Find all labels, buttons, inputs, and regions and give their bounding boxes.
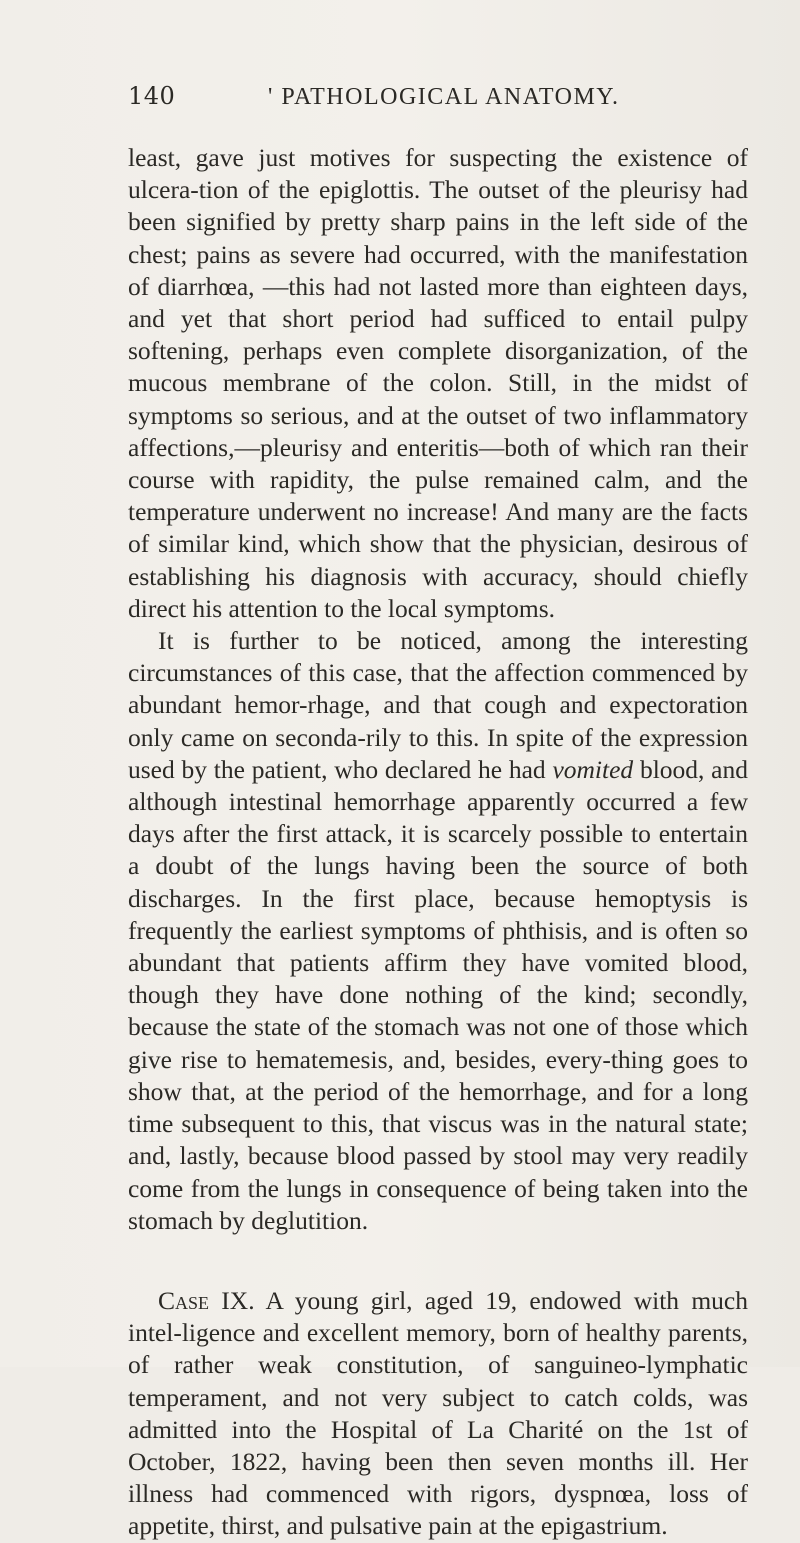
- emphasized-word: vomited: [552, 754, 634, 784]
- page-number: 140: [128, 82, 176, 110]
- page-body: [128, 142, 748, 1543]
- case-text: A young girl, aged 19, endowed with much intel-ligence and excellent memory, born of healthy parents, of rather weak constitution, of sanguineo-lymphatic temperament, and not very subject to catch colds, was admitted into the Hospital of La Charité on the 1st of October, 1822, having been then seven months ill. Her illness had commenced with rigors, dyspnœa, loss of appetite, thirst, and pulsative pain at the epigastrium.: [128, 1285, 748, 1541]
- case-label: Case IX.: [158, 1285, 255, 1315]
- paragraph-hemorrhage-discussion: [128, 625, 748, 1237]
- running-header: [128, 82, 748, 122]
- paragraph-text-after-emphasis: blood, and although intestinal hemorrhage apparently occurred a few days after the first attack, it is scarcely possible to entertain a doubt of the lungs having been the source of both discharges. In the first place, because hemoptysis is frequently the earliest symptoms of phthisis, and is often so abundant that patients affirm they have vomited blood, though they have done nothing of the kind; secondly, because the state of the stomach was not one of those which give rise to hematemesis, and, besides, every-thing goes to show that, at the period of the hemorrhage, and for a long time subsequent to this, that viscus was in the natural state; and, lastly, because blood passed by stool may very readily come from the lungs in consequence of being taken into the stomach by deglutition.: [128, 754, 748, 1235]
- paragraph-continuation: least, gave just motives for suspecting the existence of ulcera-tion of the epiglottis. The outset of the pleurisy had been signified by pretty sharp pains in the left side of the chest; pains as severe had occurred, with the manifestation of diarrhœa, —this had not lasted more than eighteen days, and yet that short period had sufficed to entail pulpy softening, perhaps even complete disorganization, of the mucous membrane of the colon. Still, in the midst of symptoms so serious, and at the outset of two inflammatory affections,—pleurisy and enteritis—both of which ran their course with rapidity, the pulse remained calm, and the temperature underwent no increase! And many are the facts of similar kind, which show that the physician, desirous of establishing his diagnosis with accuracy, should chiefly direct his attention to the local symptoms.: [128, 143, 748, 623]
- running-title: ' PATHOLOGICAL ANATOMY.: [268, 84, 620, 110]
- case-ix-paragraph: [128, 1285, 748, 1543]
- paragraph-text-before-emphasis: It is further to be noticed, among the interesting circumstances of this case, that the affection commenced by abundant hemor-rhage, and that cough and expectoration only came on seconda-rily to this. In spite of the expression used by the patient, who declared he had: [128, 626, 748, 784]
